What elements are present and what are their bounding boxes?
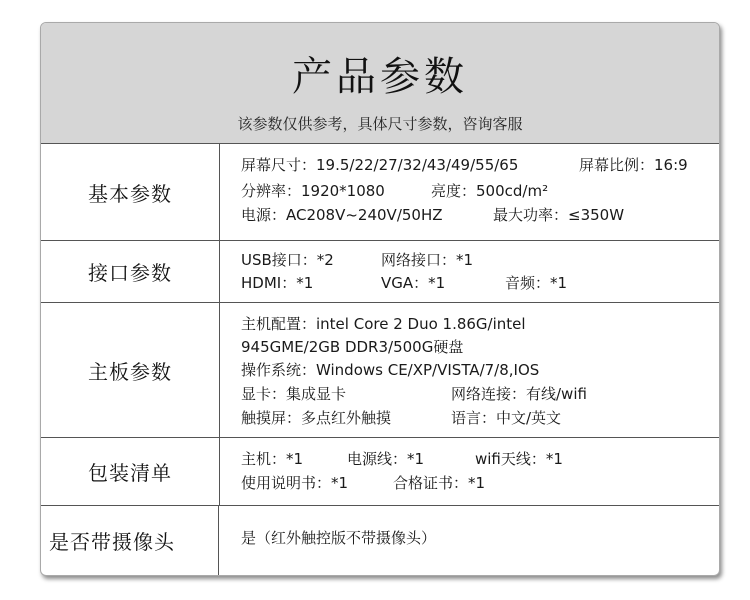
row-label-basic: 基本参数 [41, 144, 220, 240]
pack-certificate: 合格证书：*1 [393, 474, 486, 492]
spec-screen-size: 屏幕尺寸：19.5/22/27/32/43/49/55/65 [241, 156, 519, 174]
camera-value: 是（红外触控版不带摄像头） [241, 529, 437, 547]
spec-brightness: 亮度：500cd/m² [431, 182, 549, 200]
spec-network-port: 网络接口：*1 [381, 251, 474, 269]
spec-usb: USB接口：*2 [241, 251, 334, 269]
row-label-camera: 是否带摄像头 [41, 506, 219, 575]
spec-resolution: 分辨率：1920*1080 [241, 182, 385, 200]
spec-host-config-1: 主机配置：intel Core 2 Duo 1.86G/intel [241, 315, 526, 333]
spec-host-config-2: 945GME/2GB DDR3/500G硬盘 [241, 338, 464, 356]
pack-power-cord: 电源线：*1 [347, 450, 425, 468]
spec-screen-ratio: 屏幕比例：16:9 [579, 156, 688, 174]
spec-gpu: 显卡：集成显卡 [241, 385, 347, 403]
row-mainboard-params [41, 303, 719, 438]
row-camera [41, 506, 719, 575]
spec-vga: VGA：*1 [381, 274, 446, 292]
row-label-packing: 包装清单 [41, 438, 220, 505]
spec-os: 操作系统：Windows CE/XP/VISTA/7/8,IOS [241, 361, 540, 379]
page-title: 产品参数 [292, 54, 468, 100]
header-banner [41, 23, 719, 144]
row-basic-params [41, 144, 719, 241]
row-interface-params [41, 241, 719, 303]
spec-net-connection: 网络连接：有线/wifi [451, 385, 587, 403]
spec-touch: 触摸屏：多点红外触摸 [241, 409, 392, 427]
pack-wifi-antenna: wifi天线：*1 [475, 450, 563, 468]
row-label-interface: 接口参数 [41, 241, 220, 302]
spec-language: 语言：中文/英文 [451, 409, 562, 427]
row-packing-list [41, 438, 719, 506]
spec-audio: 音频：*1 [505, 274, 568, 292]
pack-host: 主机：*1 [241, 450, 304, 468]
spec-power: 电源：AC208V~240V/50HZ [241, 206, 443, 224]
page-subtitle: 该参数仅供参考，具体尺寸参数，咨询客服 [237, 115, 523, 133]
pack-manual: 使用说明书：*1 [241, 474, 349, 492]
row-label-mainboard: 主板参数 [41, 303, 220, 437]
spec-hdmi: HDMI：*1 [241, 274, 314, 292]
spec-max-power: 最大功率：≤350W [493, 206, 625, 224]
product-params-card [40, 22, 720, 576]
